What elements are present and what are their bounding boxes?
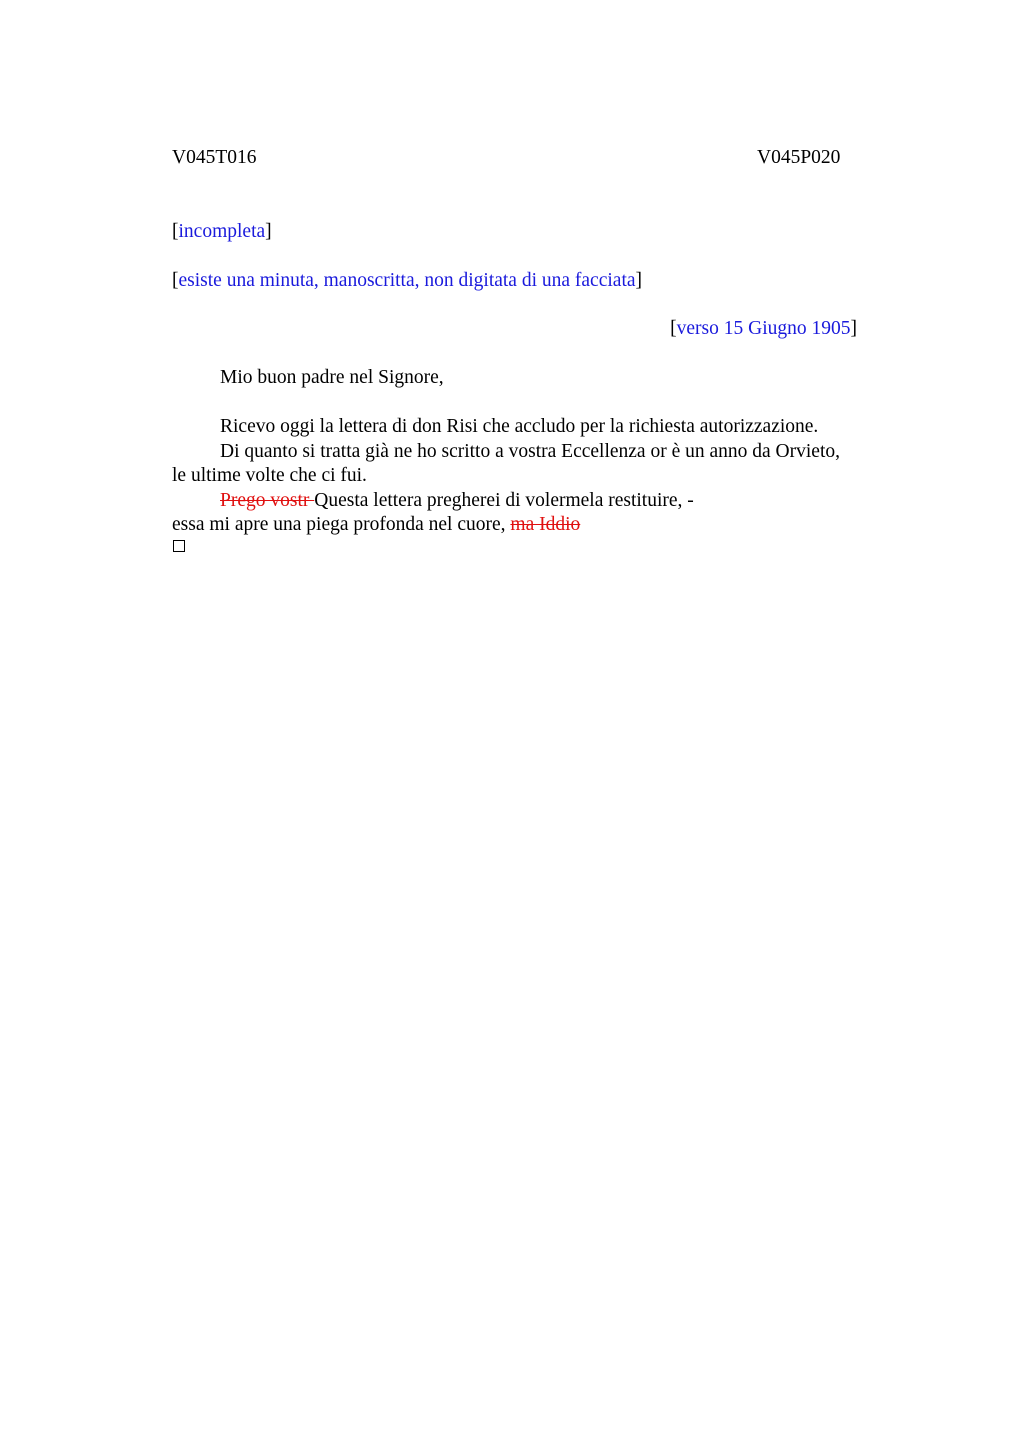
incomplete-note: [172, 220, 272, 244]
salutation: Mio buon padre nel Signore,: [220, 367, 444, 388]
date-note-text: verso 15 Giugno 1905: [676, 318, 851, 339]
close-bracket: ]: [265, 221, 272, 242]
open-bracket: [: [172, 270, 179, 291]
letter-line-3: le ultime volte che ci fui.: [172, 465, 367, 486]
draft-note-text: esiste una minuta, manoscritta, non digitata di una facciata: [178, 270, 636, 291]
letter-line-1: Ricevo oggi la lettera di don Risi che accludo per la richiesta autorizzazione.: [220, 416, 819, 437]
square-box-icon: [173, 540, 185, 552]
open-bracket: [: [670, 318, 677, 339]
open-bracket: [: [172, 221, 179, 242]
letter-line-4: [220, 489, 694, 513]
close-bracket: ]: [850, 318, 857, 339]
letter-line-2: Di quanto si tratta già ne ho scritto a vostra Eccellenza or è un anno da Orvieto,: [220, 441, 840, 462]
close-bracket: ]: [635, 270, 643, 291]
incomplete-note-text: incompleta: [178, 221, 266, 242]
letter-line-4-text: Questa lettera pregherei di volermela restituire, -: [314, 490, 694, 511]
deleted-text: Prego vostr: [220, 490, 315, 511]
date-note: [670, 317, 857, 341]
draft-note: [172, 269, 642, 293]
document-code-right: V045P020: [757, 147, 841, 168]
deleted-text: ma Iddio: [510, 514, 581, 535]
document-code-left: V045T016: [172, 147, 257, 168]
letter-line-5: [172, 513, 580, 537]
letter-line-5-text: essa mi apre una piega profonda nel cuore,: [172, 514, 511, 535]
